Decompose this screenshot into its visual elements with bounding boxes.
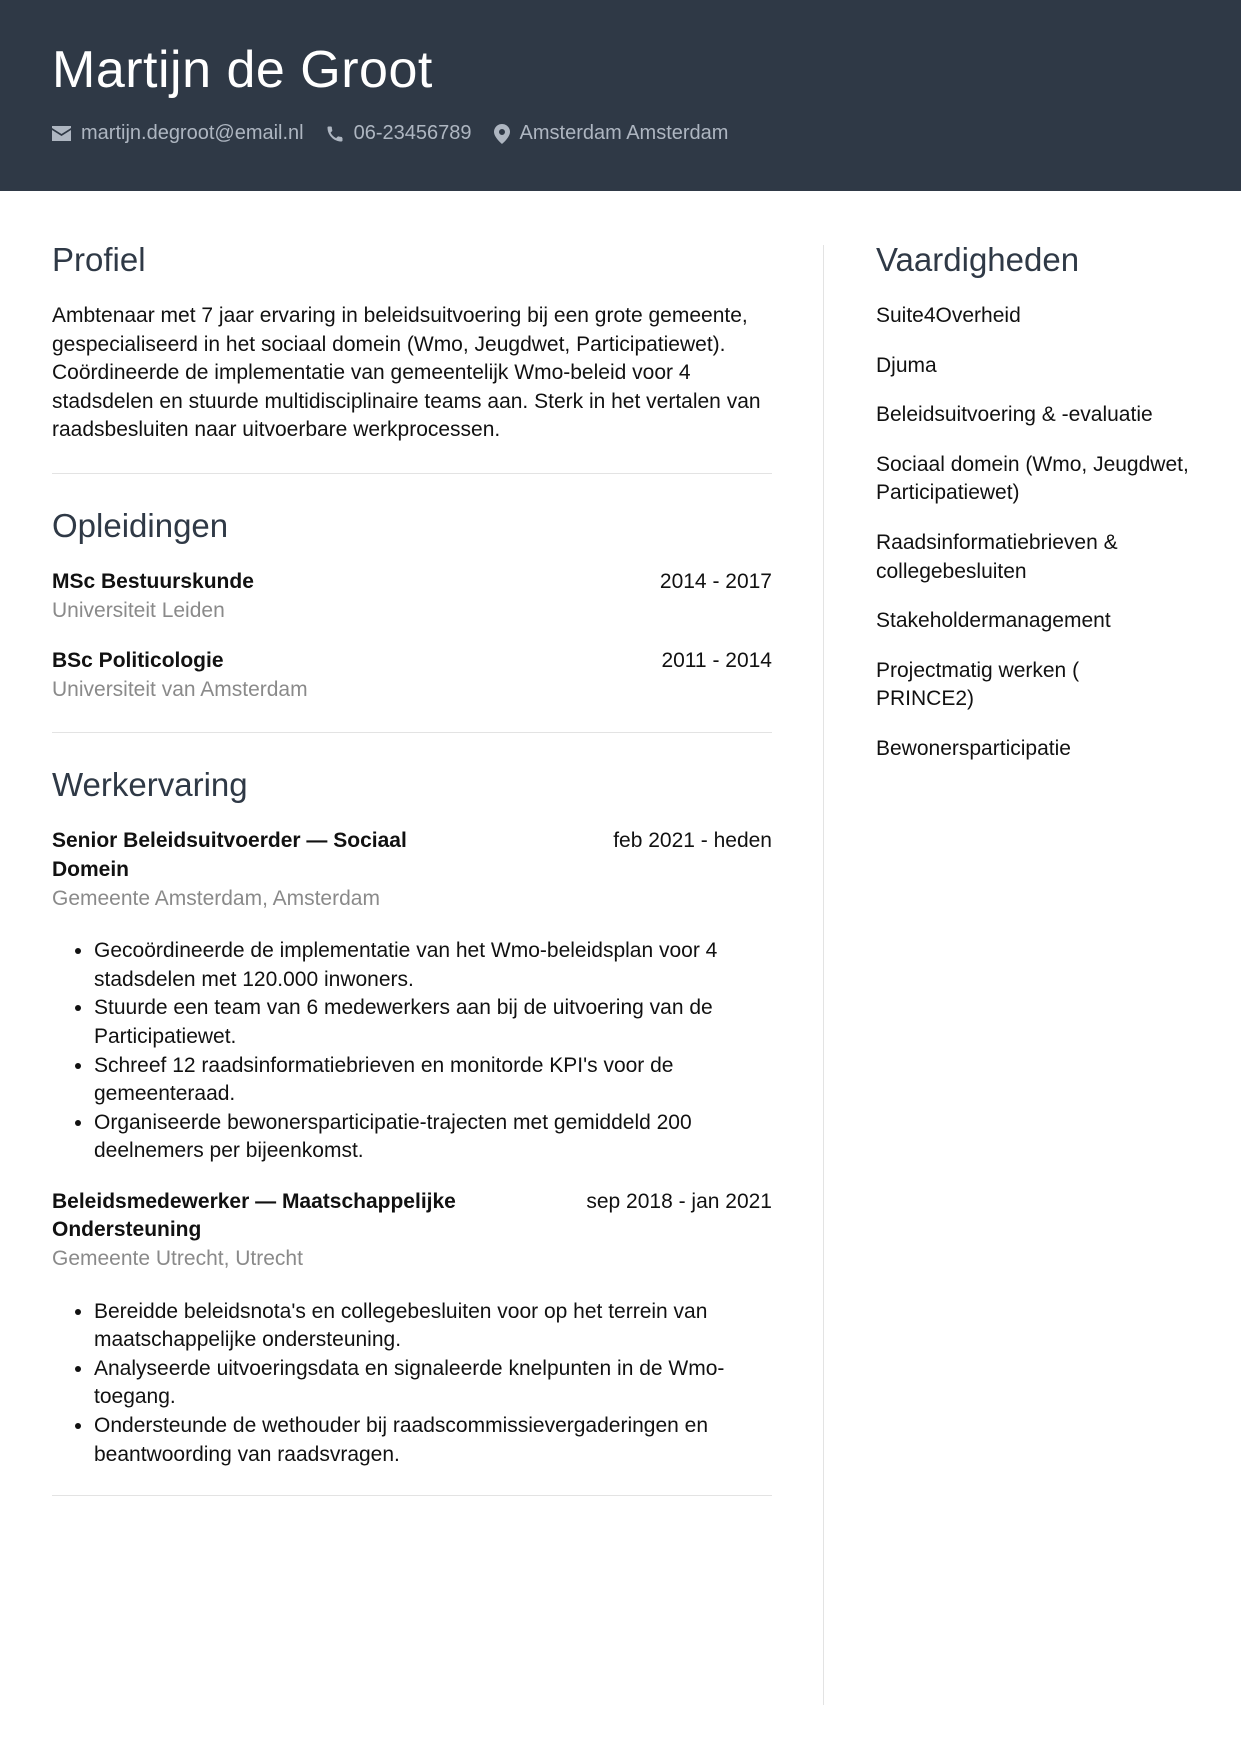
degree-title: MSc Bestuurskunde [52,569,254,593]
education-section [52,474,772,704]
bullet-item: • Schreef 12 raadsinformatiebrieven en monitorde KPI's voor de gemeenteraad. [94,1052,772,1109]
section-divider [52,1495,772,1496]
education-item [52,647,772,704]
bullet-item: • Ondersteunde de wethouder bij raadscommissievergaderingen en beantwoording van raadsvragen. [94,1412,772,1469]
bullet-item: • Organiseerde bewonersparticipatie-trajecten met gemiddeld 200 deelnemers per bijeenkomst. [94,1109,772,1166]
education-dates: 2011 - 2014 [661,649,772,673]
profile-text: Ambtenaar met 7 jaar ervaring in beleidsuitvoering bij een grote gemeente, gespecialiseerd in het sociaal domein (Wmo, Jeugdwet, Participatiewet). Coördineerde de implementatie van gemeentelijk Wmo-beleid voor 4 stadsdelen en stuurde multidisciplinaire teams aan. Sterk in het vertalen van raadsbesluiten naar uitvoerbare werkprocessen. [52,304,761,442]
location-text: Amsterdam Amsterdam [519,122,729,144]
bullet-item: • Stuurde een team van 6 medewerkers aan bij de uitvoering van de Participatiewet. [94,994,772,1051]
school-name: Universiteit Leiden [52,598,225,622]
job-title: Senior Beleidsuitvoerder — Sociaal Domein [52,829,407,881]
email-text: martijn.degroot@email.nl [81,122,304,144]
skill-item: Sociaal domein (Wmo, Jeugdwet, Participatiewet) [876,452,1189,505]
contact-email [52,122,304,145]
degree-title: BSc Politicologie [52,649,224,673]
contact-location [494,122,729,145]
phone-text: 06-23456789 [353,122,472,144]
skill-item: Beleidsuitvoering & -evaluatie [876,403,1153,427]
job-dates: sep 2018 - jan 2021 [586,1189,772,1213]
education-heading: Opleidingen [52,506,229,544]
column-divider [823,245,824,1705]
job-bullets [52,937,772,1166]
skill-item: Suite4Overheid [876,304,1021,327]
job-dates: feb 2021 - heden [613,829,772,853]
education-item [52,568,772,625]
job-bullets [52,1298,772,1470]
map-pin-icon [494,124,510,144]
profile-heading: Profiel [52,241,146,278]
skill-item: Djuma [876,353,937,377]
envelope-icon [52,126,71,141]
main-column [52,240,772,1496]
employer: Gemeente Utrecht, Utrecht [52,1247,303,1271]
skill-item: Bewonersparticipatie [876,736,1071,760]
header-banner [0,0,1241,191]
employer: Gemeente Amsterdam, Amsterdam [52,886,380,910]
experience-section [52,733,772,1469]
bullet-item: • Bereidde beleidsnota's en collegebesluiten voor op het terrein van maatschappelijke ondersteuning. [94,1298,772,1355]
contact-info [52,122,750,145]
job-title: Beleidsmedewerker — Maatschappelijke Ondersteuning [52,1189,456,1242]
job-entry [52,1188,772,1469]
school-name: Universiteit van Amsterdam [52,677,308,701]
bullet-item: • Gecoördineerde de implementatie van het Wmo-beleidsplan voor 4 stadsdelen met 120.000 inwoners. [94,937,772,994]
skill-item: Stakeholdermanagement [876,609,1111,633]
profile-section [52,240,772,445]
bullet-item: • Analyseerde uitvoeringsdata en signaleerde knelpunten in de Wmo-toegang. [94,1355,772,1412]
skill-item: Raadsinformatiebrieven & collegebesluiten [876,530,1118,583]
skill-item: Projectmatig werken ( PRINCE2) [876,658,1080,711]
skills-heading: Vaardigheden [876,241,1080,278]
education-dates: 2014 - 2017 [659,569,772,593]
experience-heading: Werkervaring [52,766,248,804]
phone-icon [326,125,344,143]
contact-phone [326,122,472,145]
sidebar-column [876,240,1206,785]
candidate-name: Martijn de Groot [52,41,433,99]
job-entry [52,827,772,1166]
